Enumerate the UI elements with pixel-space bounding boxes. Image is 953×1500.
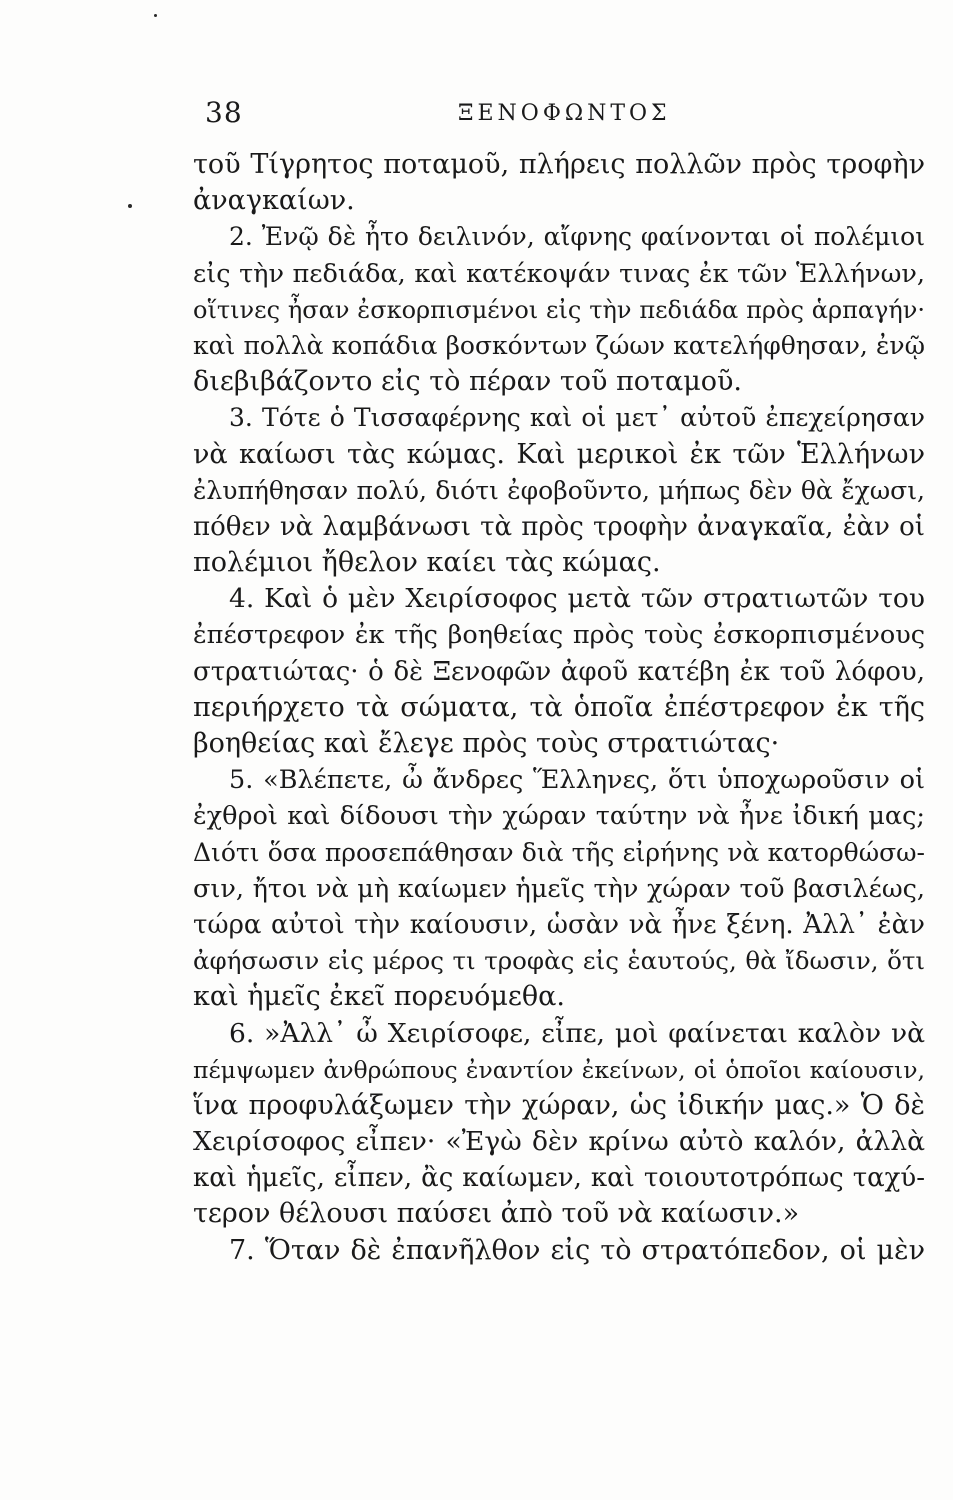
text-line: τώρα αὐτοὶ τὴν καίουσιν, ὡσὰν νὰ ἦνε ξένη. Ἀλλ᾽ ἐὰν [193, 909, 925, 940]
text-line: πόθεν νὰ λαμβάνωσι τὰ πρὸς τροφὴν ἀναγκαῖα, ἐὰν οἱ [193, 511, 925, 542]
text-line: Διότι ὅσα προσεπάθησαν διὰ τῆς εἰρήνης νὰ κατορθώσω- [193, 837, 925, 867]
paragraph-start: 2. Ἐνῷ δὲ ἦτο δειλινόν, αἴφνης φαίνονται οἱ πολέμιοι [229, 222, 925, 252]
page-number: 38 [205, 96, 243, 129]
paper-speck [154, 14, 157, 17]
text-line: ἀναγκαίων. [193, 185, 355, 217]
text-line: ἀφήσωσιν εἰς μέρος τι τροφὰς εἰς ἑαυτούς, θὰ ἴδωσιν, ὅτι [193, 946, 925, 976]
text-line: νὰ καίωσι τὰς κώμας. Καὶ μερικοὶ ἐκ τῶν Ἑλλήνων [193, 438, 925, 470]
text-line: ἐπέστρεφον ἐκ τῆς βοηθείας πρὸς τοὺς ἐσκορπισμένους [193, 620, 925, 651]
text-line: ἐλυπήθησαν πολύ, διότι ἐφοβοῦντο, μήπως δὲν θὰ ἔχωσι, [193, 475, 925, 505]
paragraph-start: 3. Τότε ὁ Τισσαφέρνης καὶ οἱ μετ᾽ αὐτοῦ ἐπεχείρησαν [229, 403, 925, 433]
text-line: εἰς τὴν πεδιάδα, καὶ κατέκοψάν τινας ἐκ τῶν Ἑλλήνων, [193, 258, 925, 289]
paragraph-start: 7. Ὅταν δὲ ἐπανῆλθον εἰς τὸ στρατόπεδον, οἱ μὲν [229, 1234, 925, 1266]
text-line: πολέμιοι ἤθελον καίει τὰς κώμας. [193, 547, 661, 579]
paragraph-start: 5. «Βλέπετε, ὦ ἄνδρες Ἕλληνες, ὅτι ὑποχωροῦσιν οἱ [229, 765, 925, 796]
paper-speck [128, 204, 132, 208]
paragraph-start: 6. »Ἀλλ᾽ ὦ Χειρίσοφε, εἶπε, μοὶ φαίνεται καλὸν νὰ [229, 1017, 925, 1049]
text-line: στρατιώτας· ὁ δὲ Ξενοφῶν ἀφοῦ κατέβη ἐκ τοῦ λόφου, [193, 656, 925, 687]
body-text [193, 147, 925, 1269]
text-line: πέμψωμεν ἀνθρώπους ἐναντίον ἐκείνων, οἱ ὁποῖοι καίουσιν, [193, 1055, 925, 1084]
text-line: ἵνα προφυλάξωμεν τὴν χώραν, ὡς ἰδικήν μας.» Ὁ δὲ [193, 1089, 925, 1121]
text-line: τερον θέλουσι παύσει ἀπὸ τοῦ νὰ καίωσιν.» [193, 1198, 800, 1230]
running-head: ΞΕΝΟΦΩΝΤΟΣ [458, 101, 671, 126]
text-line: ἐχθροὶ καὶ δίδουσι τὴν χώραν ταύτην νὰ ἦνε ἰδική μας; [193, 801, 925, 832]
text-line: καὶ πολλὰ κοπάδια βοσκόντων ζώων κατελήφθησαν, ἐνῷ [193, 330, 925, 360]
text-line: βοηθείας καὶ ἔλεγε πρὸς τοὺς στρατιώτας· [193, 728, 780, 759]
text-line: οἵτινες ἦσαν ἐσκορπισμένοι εἰς τὴν πεδιάδα πρὸς ἁρπαγήν· [193, 295, 925, 324]
text-line: διεβιβάζοντο εἰς τὸ πέραν τοῦ ποταμοῦ. [193, 366, 742, 398]
paragraph-start: 4. Καὶ ὁ μὲν Χειρίσοφος μετὰ τῶν στρατιωτῶν του [229, 583, 925, 615]
text-line: καὶ ἡμεῖς, εἶπεν, ἂς καίωμεν, καὶ τοιουτοτρόπως ταχύ- [193, 1163, 925, 1194]
text-line: περιήρχετο τὰ σώματα, τὰ ὁποῖα ἐπέστρεφον ἐκ τῆς [193, 691, 925, 723]
text-line: τοῦ Τίγρητος ποταμοῦ, πλήρεις πολλῶν πρὸς τροφὴν [193, 149, 925, 180]
text-line: σιν, ἤτοι νὰ μὴ καίωμεν ἡμεῖς τὴν χώραν τοῦ βασιλέως, [193, 873, 925, 904]
text-line: καὶ ἡμεῖς ἐκεῖ πορευόμεθα. [193, 981, 565, 1013]
text-line: Χειρίσοφος εἶπεν· «Ἐγὼ δὲν κρίνω αὐτὸ καλόν, ἀλλὰ [193, 1126, 925, 1158]
